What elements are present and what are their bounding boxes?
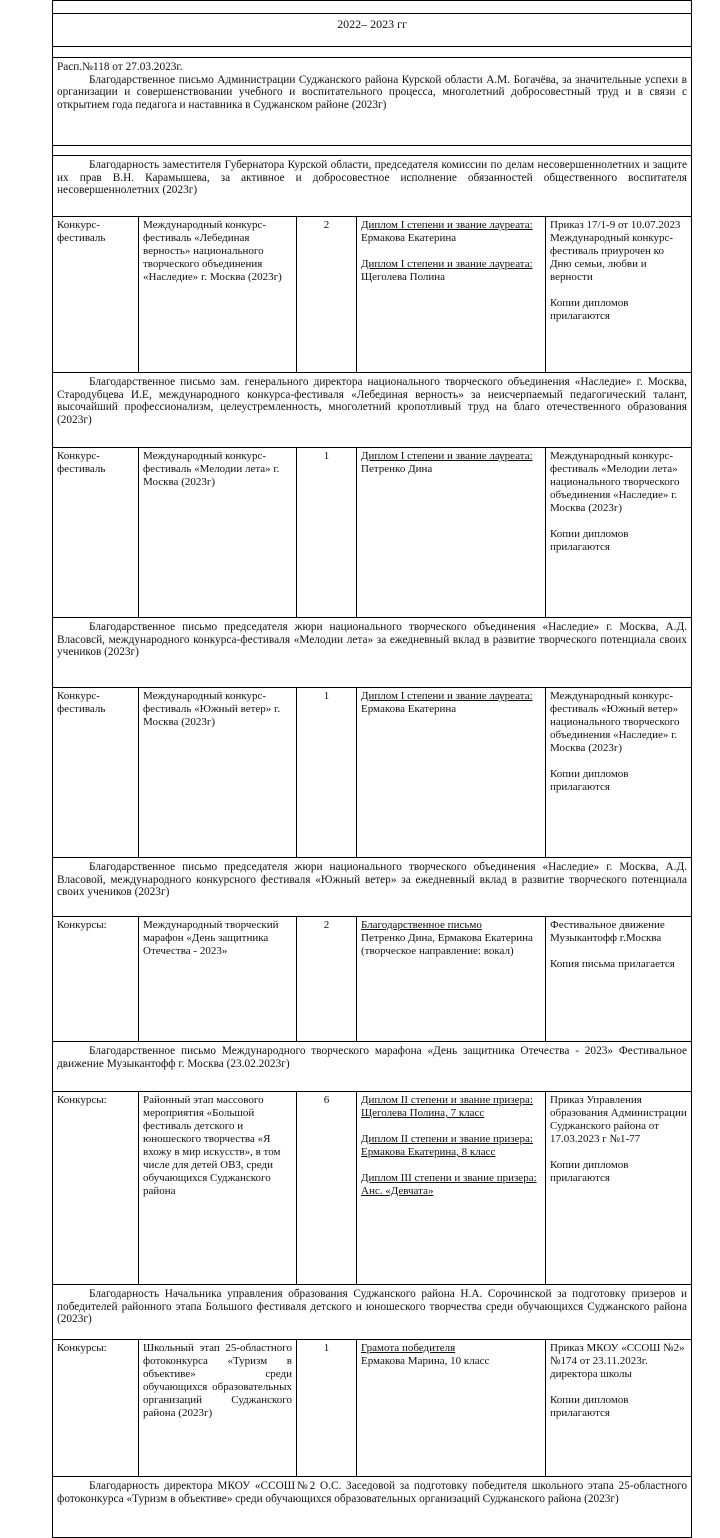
participant-count: 1 (297, 448, 357, 617)
document-reference: Приказ 17/1-9 от 10.07.2023 Международный конкурс-фестиваль приурочен ко Дню семьи, любви и верности (550, 219, 681, 283)
result-winner: Ермакова Екатерина, 8 класс (361, 1146, 496, 1158)
thanks-block (52, 373, 692, 448)
thanks-block (52, 1285, 692, 1340)
thanks-text: Благодарственное письмо председателя жюри национального творческого объединения «Наследие» г. Москва, А.Д. Власовсй, международного конкурса-фестиваля «Мелодии лета» за ежедневный вклад в развитие творческого потенциала своих учеников (2023г) (57, 621, 687, 659)
event-name: Международный конкурс-фестиваль «Мелодии лета» г. Москва (2023г) (139, 448, 297, 617)
event-name: Международный конкурс-фестиваль «Лебединая верность» национального творческого объединения «Наследие» г. Москва (2023г) (139, 217, 297, 372)
year-header: 2022– 2023 гг (52, 14, 692, 47)
event-type: Конкурсы: (53, 1340, 139, 1476)
document-cell (546, 917, 691, 1041)
thanks-text: Благодарственное письмо Международного творческого марафона «День защитника Отечества - 2023» Фестивальное движение Музыкантофф г. Москва (23.02.2023г) (57, 1045, 687, 1070)
results-cell (357, 1340, 546, 1476)
copies-note: Копии дипломов прилагаются (550, 1394, 629, 1419)
award-block-2 (52, 156, 692, 217)
result-winner: Ермакова Екатерина (361, 703, 457, 715)
table-row (52, 448, 692, 618)
document-reference: Приказ МКОУ «ССОШ №2» №174 от 23.11.2023г. директора школы (550, 1342, 685, 1380)
order-reference: Расп.№118 от 27.03.2023г. (57, 61, 183, 73)
table-row (52, 1340, 692, 1477)
table-top-strip (52, 0, 692, 14)
document-cell (546, 217, 691, 372)
copies-note: Копии дипломов прилагаются (550, 297, 629, 322)
participant-count: 2 (297, 917, 357, 1041)
result-title: Диплом I степени и звание лауреата: (361, 219, 533, 231)
result-title: Диплом III степени и звание призера: (361, 1172, 537, 1184)
document-cell (546, 1340, 691, 1476)
participant-count: 6 (297, 1092, 357, 1284)
spacer-row (52, 146, 692, 156)
table-row (52, 917, 692, 1042)
result-title: Благодарственное письмо (361, 919, 482, 931)
event-type: Конкурсы: (53, 1092, 139, 1284)
event-name: Школьный этап 25-областного фотоконкурса «Туризм в объективе» среди обучающихся образовательных организаций Суджанского района (2023г) (139, 1340, 297, 1476)
award-block-1 (52, 58, 692, 146)
event-name: Международный творческий марафон «День защитника Отечества - 2023» (139, 917, 297, 1041)
copies-note: Копии дипломов прилагаются (550, 768, 629, 793)
result-winner: Петренко Дина, Ермакова Екатерина (творческое направление: вокал) (361, 932, 533, 957)
copies-note: Копии дипломов прилагаются (550, 1159, 629, 1184)
copies-note: Копии дипломов прилагаются (550, 528, 629, 553)
result-winner: Анс. «Девчата» (361, 1185, 434, 1197)
result-title: Диплом I степени и звание лауреата: (361, 690, 533, 702)
event-name: Международный конкурс-фестиваль «Южный ветер» г. Москва (2023г) (139, 688, 297, 857)
result-winner: Щеголева Полина, 7 класс (361, 1107, 485, 1119)
spacer-row (52, 47, 692, 58)
participant-count: 1 (297, 688, 357, 857)
result-title: Диплом I степени и звание лауреата: (361, 450, 533, 462)
event-type: Конкурс-фестиваль (53, 448, 139, 617)
event-type: Конкурсы: (53, 917, 139, 1041)
result-winner: Щеголева Полина (361, 271, 446, 283)
table-row (52, 688, 692, 858)
award-text: Благодарность заместителя Губернатора Курской области, председателя комиссии по делам несовершеннолетних и защите их прав В.Н. Карамышева, за активное и добросовестное исполнение обязанностей общественного воспитателя несовершеннолетних (2023г) (57, 159, 687, 197)
results-cell (357, 1092, 546, 1284)
result-title: Диплом II степени и звание призера: (361, 1094, 533, 1106)
document-cell (546, 448, 691, 617)
thanks-block (52, 1042, 692, 1092)
document-page (52, 0, 692, 1538)
thanks-block (52, 858, 692, 917)
thanks-block (52, 1477, 692, 1538)
thanks-text: Благодарственное письмо зам. генерального директора национального творческого объединения «Наследие» г. Москва, Стародубцева И.Е, международного конкурса-фестиваля «Лебединая верность» за неисчерпаемый педагогический талант, высочайший профессионализм, целеустремленность, многолетний кропотливый труд на благо отечественного образования (2023г) (57, 376, 687, 426)
thanks-block (52, 618, 692, 688)
result-winner: Петренко Дина (361, 463, 433, 475)
participant-count: 1 (297, 1340, 357, 1476)
document-reference: Международный конкурс-фестиваль «Южный ветер» национального творческого объединения «Наследие» г. Москва (2023г) (550, 690, 680, 754)
thanks-text: Благодарность директора МКОУ «ССОШ№2 О.С. Заседовой за подготовку победителя школьного этапа 25-областного фотоконкурса «Туризм в объективе» среди обучающихся образовательных организаций Суджанского района (2023г) (57, 1480, 687, 1505)
document-cell (546, 1092, 691, 1284)
result-winner: Ермакова Марина, 10 класс (361, 1355, 490, 1367)
table-row (52, 217, 692, 373)
document-cell (546, 688, 691, 857)
copies-note: Копия письма прилагается (550, 958, 675, 970)
results-cell (357, 917, 546, 1041)
document-reference: Международный конкурс-фестиваль «Мелодии лета» национального творческого объединения «Наследие» г. Москва (2023г) (550, 450, 680, 514)
document-reference: Приказ Управления образования Администрации Суджанского района от 17.03.2023 г №1-77 (550, 1094, 687, 1145)
participant-count: 2 (297, 217, 357, 372)
event-name: Районный этап массового мероприятия «Большой фестиваль детского и юношеского творчества «Я вхожу в мир искусств», в том числе для детей ОВЗ, среди обучающихся Суджанского района (139, 1092, 297, 1284)
result-title: Диплом I степени и звание лауреата: (361, 258, 533, 270)
table-row (52, 1092, 692, 1285)
results-cell (357, 448, 546, 617)
event-type: Конкурс-фестиваль (53, 217, 139, 372)
event-type: Конкурс-фестиваль (53, 688, 139, 857)
result-winner: Ермакова Екатерина (361, 232, 457, 244)
document-reference: Фестивальное движение Музыкантофф г.Москва (550, 919, 665, 944)
thanks-text: Благодарственное письмо председателя жюри национального творческого объединения «Наследие» г. Москва, А.Д. Власовой, международного конкурсного фестиваля «Южный ветер» за ежедневный вклад в развитие творческого потенциала своих учеников (2023г) (57, 861, 687, 899)
results-cell (357, 217, 546, 372)
thanks-text: Благодарность Начальника управления образования Суджанского района Н.А. Сорочинской за подготовку призеров и победителей районного этапа Большого фестиваля детского и юношеского творчества среди обучающихся Суджанского района (2023г) (57, 1288, 687, 1326)
award-text: Благодарственное письмо Администрации Суджанского района Курской области А.М. Богачёва, за значительные успехи в организации и совершенствовании учебного и воспитательного процесса, многолетний добросовестный труд и в связи с открытием года педагога и наставника в Суджанском районе (2023г) (57, 73, 687, 111)
result-title: Грамота победителя (361, 1342, 456, 1354)
result-title: Диплом II степени и звание призера: (361, 1133, 533, 1145)
results-cell (357, 688, 546, 857)
